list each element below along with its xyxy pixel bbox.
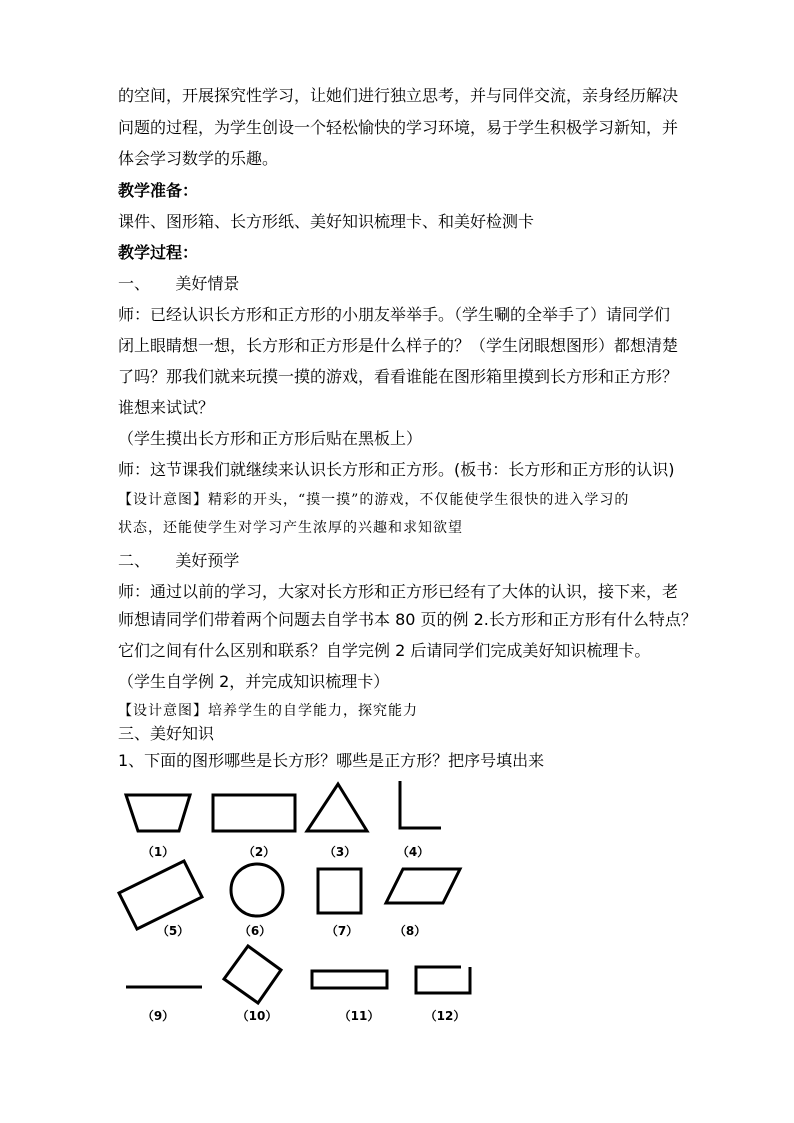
tilted-square-shape xyxy=(224,946,281,1003)
text-line: 的空间，开展探究性学习，让她们进行独立思考，并与同伴交流，亲身经历解决 xyxy=(118,86,679,105)
circle-shape xyxy=(231,864,283,916)
square-shape xyxy=(318,869,361,913)
subsection-heading: 二、 美好预学 xyxy=(118,551,240,570)
figure-label: （6） xyxy=(238,924,272,938)
text-line: 它们之间有什么区别和联系？自学完例 2 后请同学们完成美好知识梳理卡。 xyxy=(118,641,651,660)
text-line: 问题的过程，为学生创设一个轻松愉快的学习环境，易于学生积极学习新知，并 xyxy=(118,118,679,137)
right-angle-shape xyxy=(400,781,441,828)
figure-label: （10） xyxy=(236,1009,278,1023)
section-heading: 教学过程： xyxy=(118,243,199,262)
open-rectangle-shape xyxy=(416,967,470,993)
design-note: 【设计意图】培养学生的自学能力，探究能力 xyxy=(118,703,418,719)
text-line: 师：这节课我们就继续来认识长方形和正方形。(板书：长方形和正方形的认识) xyxy=(118,460,675,479)
text-line: 闭上眼睛想一想，长方形和正方形是什么样子的？（学生闭眼想图形）都想清楚 xyxy=(118,336,679,355)
parallelogram-shape xyxy=(386,869,460,903)
figure-label: （12） xyxy=(424,1009,466,1023)
subsection-heading: 三、美好知识 xyxy=(118,724,215,743)
figure-label: （7） xyxy=(325,924,359,938)
figure-label: （2） xyxy=(242,845,276,859)
tilted-rectangle-shape xyxy=(119,861,202,929)
figure-label: （5） xyxy=(156,924,190,938)
thin-rectangle-shape xyxy=(312,971,387,988)
text-line: 课件、图形箱、长方形纸、美好知识梳理卡、和美好检测卡 xyxy=(118,212,535,231)
rectangle-shape xyxy=(213,795,295,831)
question-text: 1、下面的图形哪些是长方形？哪些是正方形？把序号填出来 xyxy=(118,751,545,770)
figure-label: （9） xyxy=(141,1009,175,1023)
text-line: （学生自学例 2，并完成知识梳理卡） xyxy=(118,672,390,691)
figure-label: （1） xyxy=(141,845,175,859)
subsection-heading: 一、 美好情景 xyxy=(118,274,240,293)
text-line: 师：已经认识长方形和正方形的小朋友举举手。（学生唰的全举手了）请同学们 xyxy=(118,305,671,324)
text-line: 了吗？那我们就来玩摸一摸的游戏，看看谁能在图形箱里摸到长方形和正方形？ xyxy=(118,367,679,386)
text-line: 谁想来试试？ xyxy=(118,398,215,417)
section-heading: 教学准备： xyxy=(118,181,199,200)
figure-label: （3） xyxy=(323,845,357,859)
figure-label: （4） xyxy=(396,845,430,859)
trapezoid-shape xyxy=(126,795,190,831)
design-note: 状态，还能使学生对学习产生浓厚的兴趣和求知欲望 xyxy=(118,520,463,536)
design-note: 【设计意图】精彩的开头，“摸一摸”的游戏，不仅能使学生很快的进入学习的 xyxy=(118,492,630,508)
text-line: 师：通过以前的学习，大家对长方形和正方形已经有了大体的认识，接下来，老 xyxy=(118,582,679,601)
text-line: （学生摸出长方形和正方形后贴在黑板上） xyxy=(118,429,423,448)
triangle-shape xyxy=(307,784,367,831)
text-line: 师想请同学们带着两个问题去自学书本 80 页的例 2.长方形和正方形有什么特点？ xyxy=(118,610,697,629)
text-line: 体会学习数学的乐趣。 xyxy=(118,149,279,168)
figure-label: （8） xyxy=(393,924,427,938)
figure-label: （11） xyxy=(338,1009,380,1023)
